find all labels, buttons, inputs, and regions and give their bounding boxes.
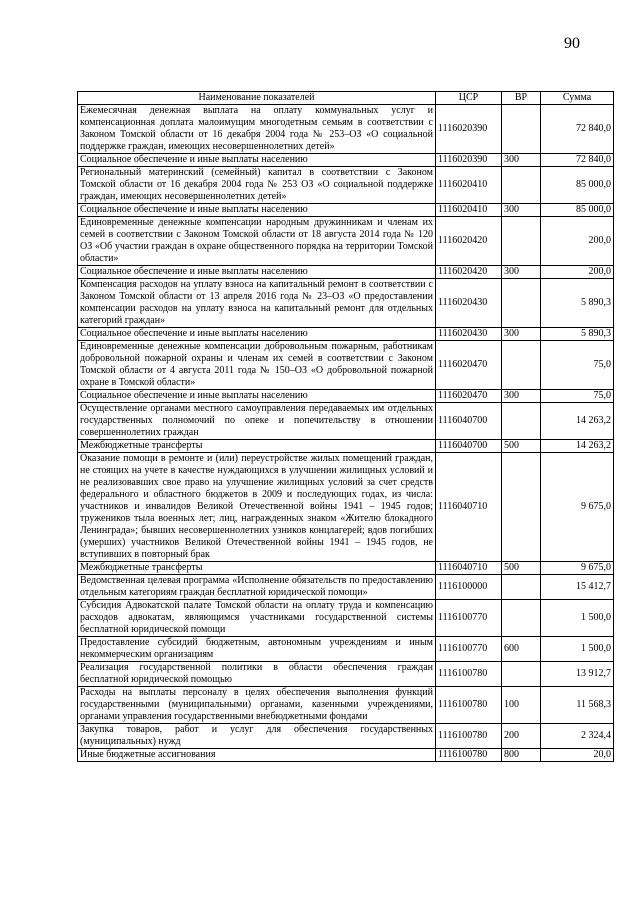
row-csr: 1116020390 bbox=[436, 105, 502, 154]
row-csr: 1116020470 bbox=[436, 390, 502, 403]
table-row bbox=[78, 575, 614, 600]
table-row bbox=[78, 749, 614, 762]
table-row bbox=[78, 600, 614, 637]
table-row bbox=[78, 724, 614, 749]
row-name: Компенсация расходов на уплату взноса на капитальный ремонт в соответствии с Законом Томской области от 13 апреля 2016 года № 23–ОЗ «О предоставлении компенсации расходов на уплату взноса на капитальный ремонт для отдельных категорий граждан» bbox=[78, 279, 436, 328]
table-row bbox=[78, 217, 614, 266]
table-row bbox=[78, 266, 614, 279]
row-csr: 1116020420 bbox=[436, 266, 502, 279]
row-vr bbox=[502, 600, 541, 637]
row-vr: 500 bbox=[502, 562, 541, 575]
row-vr: 300 bbox=[502, 204, 541, 217]
table-row bbox=[78, 105, 614, 154]
row-csr: 1116040710 bbox=[436, 562, 502, 575]
header-name: Наименование показателей bbox=[78, 92, 436, 105]
row-csr: 1116020420 bbox=[436, 217, 502, 266]
row-name: Социальное обеспечение и иные выплаты населению bbox=[78, 204, 436, 217]
table-row bbox=[78, 403, 614, 440]
header-amount: Сумма bbox=[541, 92, 614, 105]
row-name: Реализация государственной политики в области обеспечения граждан бесплатной юридической помощью bbox=[78, 662, 436, 687]
row-amount: 85 000,0 bbox=[541, 204, 614, 217]
row-vr bbox=[502, 453, 541, 562]
row-name: Социальное обеспечение и иные выплаты населению bbox=[78, 390, 436, 403]
row-vr: 300 bbox=[502, 390, 541, 403]
row-vr: 300 bbox=[502, 328, 541, 341]
table-row bbox=[78, 440, 614, 453]
row-vr bbox=[502, 105, 541, 154]
row-vr: 100 bbox=[502, 687, 541, 724]
row-amount: 72 840,0 bbox=[541, 105, 614, 154]
row-name: Социальное обеспечение и иные выплаты населению bbox=[78, 154, 436, 167]
row-amount: 20,0 bbox=[541, 749, 614, 762]
budget-table bbox=[77, 91, 614, 762]
row-csr: 1116100000 bbox=[436, 575, 502, 600]
row-name: Осуществление органами местного самоуправления передаваемых им отдельных государственных полномочий по опеке и попечительству в отношении совершеннолетних граждан bbox=[78, 403, 436, 440]
row-csr: 1116020430 bbox=[436, 328, 502, 341]
row-amount: 14 263,2 bbox=[541, 403, 614, 440]
row-amount: 9 675,0 bbox=[541, 453, 614, 562]
row-amount: 5 890,3 bbox=[541, 328, 614, 341]
row-name: Ведомственная целевая программа «Исполнение обязательств по предоставлению отдельным категориям граждан бесплатной юридической помощи» bbox=[78, 575, 436, 600]
row-vr: 300 bbox=[502, 266, 541, 279]
row-vr bbox=[502, 217, 541, 266]
table-header-row bbox=[78, 92, 614, 105]
row-csr: 1116040710 bbox=[436, 453, 502, 562]
row-amount: 5 890,3 bbox=[541, 279, 614, 328]
row-name: Иные бюджетные ассигнования bbox=[78, 749, 436, 762]
row-amount: 75,0 bbox=[541, 390, 614, 403]
row-name: Ежемесячная денежная выплата на оплату коммунальных услуг и компенсационная доплата малоимущим многодетным семьям в соответствии с Законом Томской области от 16 декабря 2004 года № 253–ОЗ «О социальной поддержке граждан, имеющих несовершеннолетних детей» bbox=[78, 105, 436, 154]
row-name: Субсидия Адвокатской палате Томской области на оплату труда и компенсацию расходов адвокатам, являющимся участниками государственной системы бесплатной юридической помощи bbox=[78, 600, 436, 637]
row-name: Межбюджетные трансферты bbox=[78, 562, 436, 575]
table-row bbox=[78, 453, 614, 562]
row-vr: 200 bbox=[502, 724, 541, 749]
row-vr bbox=[502, 575, 541, 600]
row-vr bbox=[502, 167, 541, 204]
row-amount: 13 912,7 bbox=[541, 662, 614, 687]
row-vr: 500 bbox=[502, 440, 541, 453]
row-amount: 75,0 bbox=[541, 341, 614, 390]
row-vr bbox=[502, 403, 541, 440]
row-amount: 200,0 bbox=[541, 266, 614, 279]
row-csr: 1116020410 bbox=[436, 167, 502, 204]
row-amount: 15 412,7 bbox=[541, 575, 614, 600]
row-csr: 1116100770 bbox=[436, 600, 502, 637]
row-vr: 600 bbox=[502, 637, 541, 662]
row-name: Межбюджетные трансферты bbox=[78, 440, 436, 453]
row-name: Социальное обеспечение и иные выплаты населению bbox=[78, 328, 436, 341]
row-csr: 1116020390 bbox=[436, 154, 502, 167]
row-csr: 1116040700 bbox=[436, 403, 502, 440]
row-csr: 1116100780 bbox=[436, 687, 502, 724]
row-amount: 2 324,4 bbox=[541, 724, 614, 749]
table-row bbox=[78, 662, 614, 687]
table-row bbox=[78, 637, 614, 662]
row-csr: 1116020470 bbox=[436, 341, 502, 390]
table-row bbox=[78, 390, 614, 403]
page-number: 90 bbox=[564, 35, 580, 52]
row-amount: 1 500,0 bbox=[541, 600, 614, 637]
row-amount: 72 840,0 bbox=[541, 154, 614, 167]
header-csr: ЦСР bbox=[436, 92, 502, 105]
row-name: Предоставление субсидий бюджетным, автономным учреждениям и иным некоммерческим организациям bbox=[78, 637, 436, 662]
row-name: Закупка товаров, работ и услуг для обеспечения государственных (муниципальных) нужд bbox=[78, 724, 436, 749]
row-csr: 1116020430 bbox=[436, 279, 502, 328]
row-csr: 1116040700 bbox=[436, 440, 502, 453]
row-amount: 14 263,2 bbox=[541, 440, 614, 453]
row-amount: 200,0 bbox=[541, 217, 614, 266]
row-vr bbox=[502, 662, 541, 687]
row-vr: 300 bbox=[502, 154, 541, 167]
row-csr: 1116020410 bbox=[436, 204, 502, 217]
table-row bbox=[78, 341, 614, 390]
row-name: Единовременные денежные компенсации добровольным пожарным, работникам добровольной пожарной охраны и членам их семей в соответствии с Законом Томской области от 4 августа 2011 года № 150–ОЗ «О добровольной пожарной охране в Томской области» bbox=[78, 341, 436, 390]
row-csr: 1116100780 bbox=[436, 662, 502, 687]
row-vr bbox=[502, 341, 541, 390]
row-amount: 9 675,0 bbox=[541, 562, 614, 575]
row-vr bbox=[502, 279, 541, 328]
table-row bbox=[78, 279, 614, 328]
row-amount: 85 000,0 bbox=[541, 167, 614, 204]
row-amount: 1 500,0 bbox=[541, 637, 614, 662]
row-name: Оказание помощи в ремонте и (или) переустройстве жилых помещений граждан, не стоящих на учете в качестве нуждающихся в улучшении жилищных условий и не реализовавших свое право на улучшение жилищных условий за счет средств федерального и областного бюджетов в 2009 и последующих годах, из числа: участников и инвалидов Великой Отечественной войны 1941 – 1945 годов; тружеников тыла военных лет; лиц, награжденных знаком «Жителю блокадного Ленинграда»; бывших несовершеннолетних узников концлагерей; вдов погибших (умерших) участников Великой Отечественной войны 1941 – 1945 годов, не вступивших в повторный брак bbox=[78, 453, 436, 562]
table-row bbox=[78, 687, 614, 724]
row-name: Единовременные денежные компенсации народным дружинникам и членам их семей в соответствии с Законом Томской области от 18 августа 2014 года № 120 ОЗ «Об участии граждан в охране общественного порядка на территории Томской области» bbox=[78, 217, 436, 266]
row-csr: 1116100770 bbox=[436, 637, 502, 662]
table-row bbox=[78, 562, 614, 575]
row-csr: 1116100780 bbox=[436, 749, 502, 762]
row-name: Социальное обеспечение и иные выплаты населению bbox=[78, 266, 436, 279]
row-amount: 11 568,3 bbox=[541, 687, 614, 724]
table-row bbox=[78, 154, 614, 167]
table-row bbox=[78, 204, 614, 217]
table-row bbox=[78, 328, 614, 341]
header-vr: ВР bbox=[502, 92, 541, 105]
table-row bbox=[78, 167, 614, 204]
row-csr: 1116100780 bbox=[436, 724, 502, 749]
row-name: Региональный материнский (семейный) капитал в соответствии с Законом Томской области от 16 декабря 2004 года № 253 ОЗ «О социальной поддержке граждан, имеющих несовершеннолетних детей» bbox=[78, 167, 436, 204]
row-name: Расходы на выплаты персоналу в целях обеспечения выполнения функций государственными (муниципальными) органами, казенными учреждениями, органами управления государственными внебюджетными фондами bbox=[78, 687, 436, 724]
row-vr: 800 bbox=[502, 749, 541, 762]
